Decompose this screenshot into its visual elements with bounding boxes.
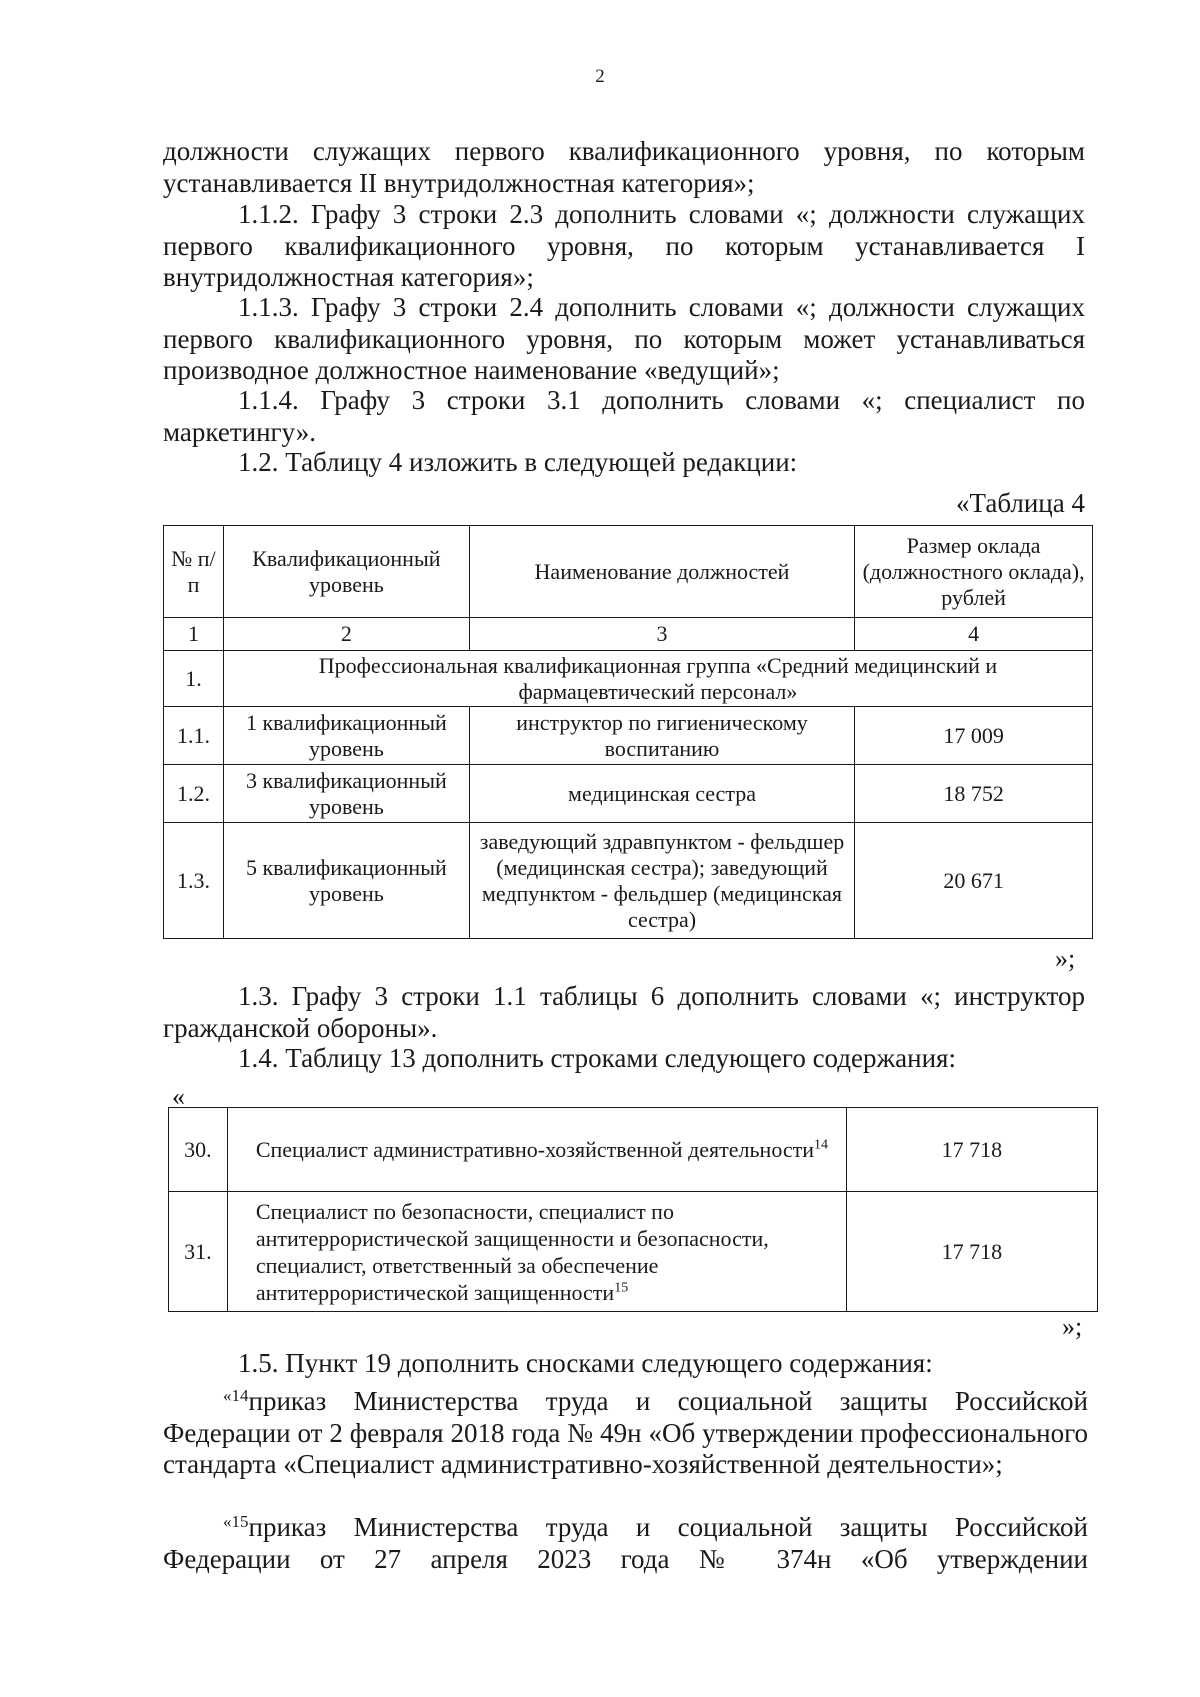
paragraph-1-3 bbox=[163, 981, 1085, 1044]
footnote-14-paragraph bbox=[163, 1380, 1088, 1481]
table4-colnum-3: 3 bbox=[469, 618, 854, 651]
table4-row-salary: 17 009 bbox=[855, 707, 1093, 765]
table13-closing-quote: »; bbox=[1062, 1312, 1083, 1341]
table4-row-salary: 18 752 bbox=[855, 765, 1093, 823]
paragraph-continuation: должности служащих первого квалификационного уровня, по которым устанавливается II внутридолжностная категория»; bbox=[163, 136, 1085, 198]
table4-colnum-4: 4 bbox=[855, 618, 1093, 651]
table-4 bbox=[163, 525, 1093, 939]
paragraph-1-1-3 bbox=[163, 292, 1085, 387]
table4-row-level: 3 квалификационный уровень bbox=[223, 765, 469, 823]
table4-group-row bbox=[164, 651, 1093, 707]
table4-row-salary: 20 671 bbox=[855, 823, 1093, 939]
table4-row-num: 1.1. bbox=[164, 707, 224, 765]
table4-group-num: 1. bbox=[164, 651, 224, 707]
table4-colnum-2: 2 bbox=[223, 618, 469, 651]
table4-row-positions: заведующий здравпунктом - фельдшер (медицинская сестра); заведующий медпунктом - фельдшер (медицинская сестра) bbox=[469, 823, 854, 939]
table4-header-row bbox=[164, 526, 1093, 618]
table4-row-positions: инструктор по гигиеническому воспитанию bbox=[469, 707, 854, 765]
table13-row-salary: 17 718 bbox=[846, 1108, 1097, 1192]
table4-group-title: Профессиональная квалификационная группа «Средний медицинский и фармацевтический персонал» bbox=[223, 651, 1092, 707]
table4-closing-quote: »; bbox=[1055, 944, 1076, 973]
table4-header-salary: Размер оклада (должностного оклада), рублей bbox=[855, 526, 1093, 618]
table4-colnum-1: 1 bbox=[164, 618, 224, 651]
footnote-14-mark: 14 bbox=[231, 1386, 249, 1405]
page-number: 2 bbox=[595, 66, 605, 87]
table4-row bbox=[164, 765, 1093, 823]
paragraph-1-1-2-text: 1.1.2. Графу 3 строки 2.3 дополнить словами «; должности служащих первого квалификационного уровня, по которым устанавливается I внутридолжностная категория»; bbox=[163, 199, 1085, 292]
table4-row bbox=[164, 823, 1093, 939]
paragraph-1-2 bbox=[163, 447, 1085, 479]
paragraph-1-1-4 bbox=[163, 385, 1085, 448]
footnote-14-text: приказ Министерства труда и социальной защиты Российской Федерации от 2 февраля 2018 года № 49н «Об утверждении профессионального стандарта «Специалист административно-хозяйственной деятельности»; bbox=[163, 1386, 1088, 1479]
paragraph-1-5-text: 1.5. Пункт 19 дополнить сносками следующего содержания: bbox=[238, 1348, 933, 1378]
footnote-15-open-quote: « bbox=[223, 1512, 232, 1531]
table-13-addition bbox=[168, 1107, 1098, 1312]
footnote-15-text: приказ Министерства труда и социальной защиты Российской Федерации от 27 апреля 2023 года № 374н «Об утверждении bbox=[163, 1512, 1088, 1574]
table13-opening-quote: « bbox=[172, 1082, 185, 1111]
footnote-15-mark: 15 bbox=[231, 1512, 249, 1531]
table4-row-level: 5 квалификационный уровень bbox=[223, 823, 469, 939]
table13-row-name-text: Специалист административно-хозяйственной деятельности bbox=[255, 1137, 815, 1162]
paragraph-1-1-3-text: 1.1.3. Графу 3 строки 2.4 дополнить словами «; должности служащих первого квалификационного уровня, по которым может устанавливаться производное должностное наименование «ведущий»; bbox=[163, 292, 1085, 385]
paragraph-1-3-text: 1.3. Графу 3 строки 1.1 таблицы 6 дополнить словами «; инструктор гражданской обороны». bbox=[163, 981, 1085, 1043]
table4-row-num: 1.2. bbox=[164, 765, 224, 823]
footnote-ref-15: 15 bbox=[614, 1280, 629, 1296]
paragraph-1-1-4-text: 1.1.4. Графу 3 строки 3.1 дополнить словами «; специалист по маркетингу». bbox=[163, 385, 1085, 447]
footnote-15-paragraph bbox=[163, 1506, 1088, 1575]
table4-caption: «Таблица 4 bbox=[956, 488, 1085, 518]
paragraph-1-1-2 bbox=[163, 199, 1085, 294]
table13-row-name bbox=[227, 1108, 846, 1192]
paragraph-1-2-text: 1.2. Таблицу 4 изложить в следующей редакции: bbox=[238, 447, 798, 477]
table13-row-salary: 17 718 bbox=[846, 1192, 1097, 1312]
table4-row-num: 1.3. bbox=[164, 823, 224, 939]
table13-row-num: 30. bbox=[169, 1108, 228, 1192]
table13-row-num: 31. bbox=[169, 1192, 228, 1312]
table13-row bbox=[169, 1192, 1098, 1312]
table4-header-num: № п/п bbox=[164, 526, 224, 618]
table4-header-positions: Наименование должностей bbox=[469, 526, 854, 618]
table4-header-level: Квалификационный уровень bbox=[223, 526, 469, 618]
paragraph-1-5 bbox=[163, 1348, 1085, 1380]
paragraph-1-4-text: 1.4. Таблицу 13 дополнить строками следующего содержания: bbox=[238, 1043, 956, 1073]
footnote-ref-14: 14 bbox=[814, 1137, 829, 1153]
table13-row-name bbox=[227, 1192, 846, 1312]
table4-column-numbers-row bbox=[164, 618, 1093, 651]
table4-row-positions: медицинская сестра bbox=[469, 765, 854, 823]
table4-row bbox=[164, 707, 1093, 765]
table13-row-name-text: Специалист по безопасности, специалист по антитеррористической защищенности и безопасности, специалист, ответственный за обеспечение антитеррористической защищенности bbox=[255, 1198, 769, 1305]
table13-row bbox=[169, 1108, 1098, 1192]
paragraph-1-4 bbox=[163, 1043, 1085, 1075]
footnote-14-open-quote: « bbox=[223, 1386, 232, 1405]
table4-row-level: 1 квалификационный уровень bbox=[223, 707, 469, 765]
